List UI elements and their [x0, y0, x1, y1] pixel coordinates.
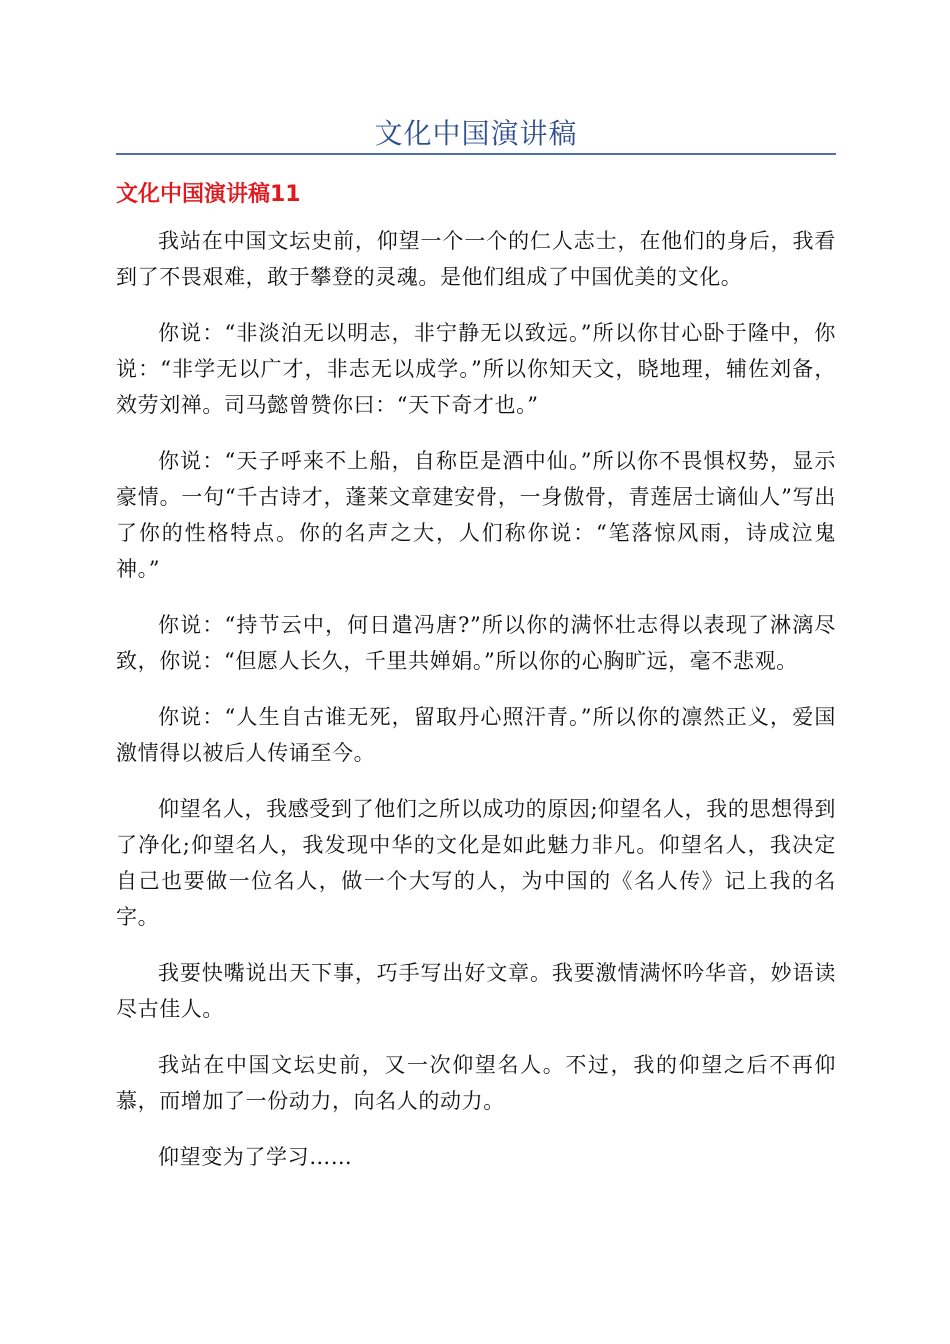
- paragraph-4: 你说：“持节云中，何日遣冯唐?”所以你的满怀壮志得以表现了淋漓尽致，你说：“但愿人长久，千里共婵娟。”所以你的心胸旷远，毫不悲观。: [116, 613, 836, 673]
- document-title: 文化中国演讲稿: [374, 117, 578, 150]
- document-body: [116, 223, 836, 1195]
- paragraph-8: 我站在中国文坛史前，又一次仰望名人。不过，我的仰望之后不再仰慕，而增加了一份动力，向名人的动力。: [116, 1053, 836, 1113]
- title-underline: [116, 153, 836, 155]
- paragraph-6: 仰望名人，我感受到了他们之所以成功的原因;仰望名人，我的思想得到了净化;仰望名人，我发现中华的文化是如此魅力非凡。仰望名人，我决定自己也要做一位名人，做一个大写的人，为中国的《名人传》记上我的名字。: [116, 797, 836, 929]
- paragraph-5: 你说：“人生自古谁无死，留取丹心照汗青。”所以你的凛然正义，爱国激情得以被后人传诵至今。: [116, 705, 836, 765]
- paragraph-9: 仰望变为了学习……: [158, 1145, 353, 1169]
- paragraph-2: 你说：“非淡泊无以明志，非宁静无以致远。”所以你甘心卧于隆中，你说：“非学无以广才，非志无以成学。”所以你知天文，晓地理，辅佐刘备，效劳刘禅。司马懿曾赞你曰：“天下奇才也。”: [116, 321, 836, 417]
- paragraph-3: 你说：“天子呼来不上船，自称臣是酒中仙。”所以你不畏惧权势，显示豪情。一句“千古诗才，蓬莱文章建安骨，一身傲骨，青莲居士谪仙人”写出了你的性格特点。你的名声之大，人们称你说：“笔落惊风雨，诗成泣鬼神。”: [116, 449, 836, 581]
- paragraph-7: 我要快嘴说出天下事，巧手写出好文章。我要激情满怀吟华音，妙语读尽古佳人。: [116, 961, 836, 1021]
- paragraph-1: 我站在中国文坛史前，仰望一个一个的仁人志士，在他们的身后，我看到了不畏艰难，敢于攀登的灵魂。是他们组成了中国优美的文化。: [116, 229, 836, 289]
- section-heading: 文化中国演讲稿11: [116, 182, 301, 207]
